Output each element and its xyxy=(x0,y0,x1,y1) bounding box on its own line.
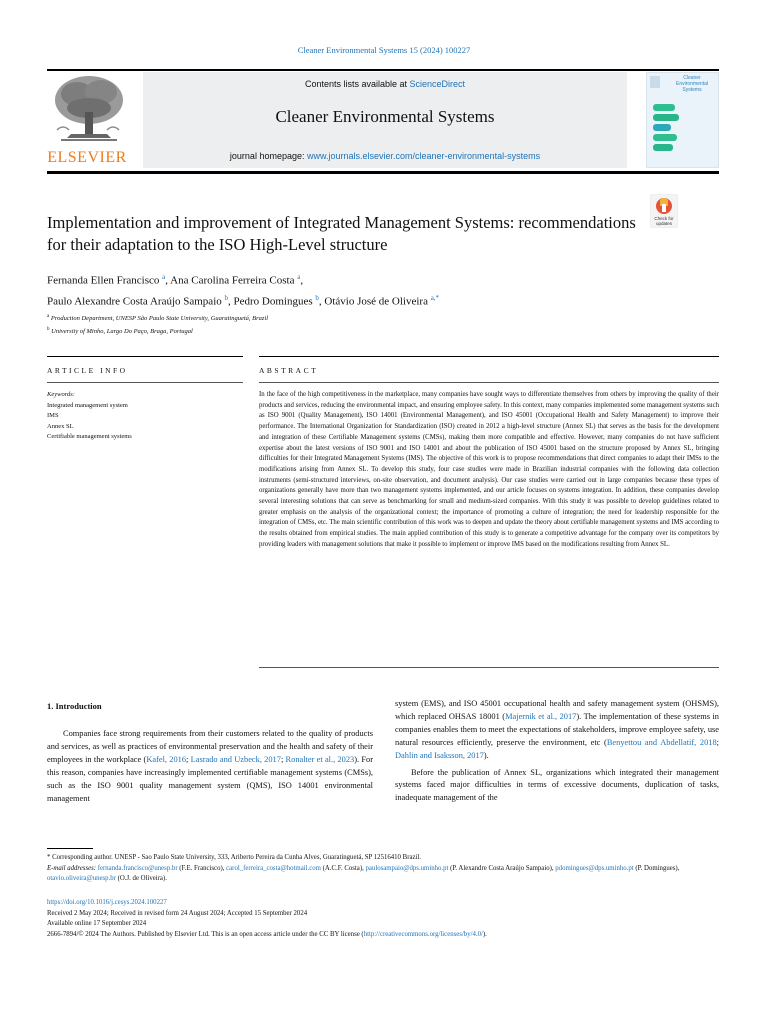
intro-text: ; xyxy=(716,737,719,747)
email-owner: (P. Alexandre Costa Araújo Sampaio), xyxy=(448,864,556,872)
affiliation-marker: a xyxy=(47,314,50,319)
svg-text:Check for: Check for xyxy=(654,216,674,221)
header-top-rule xyxy=(47,69,719,71)
elsevier-wordmark: ELSEVIER xyxy=(47,149,127,166)
intro-text: Companies face strong requirements from their customers related to the quality of products and services, as well as practices of environmental preservation and the health and safety of their employees in the workplace ( xyxy=(47,729,373,764)
header-bottom-rule xyxy=(47,171,719,174)
email-link[interactable]: pdomingues@dps.uminho.pt xyxy=(555,864,634,872)
corresponding-author-note: * Corresponding author. UNESP - Sao Paulo State University, 333, Ariberto Pereira da Cunha Alves, Guaratinguetá, SP 12516410 Brazil. xyxy=(47,854,421,861)
license-statement xyxy=(47,930,719,941)
email-link[interactable]: paulosampaio@dps.uminho.pt xyxy=(365,864,449,872)
abstract-end-rule xyxy=(259,667,719,668)
email-link[interactable]: fernanda.francisco@unesp.br xyxy=(97,864,178,872)
author-affiliation-marker[interactable]: a,* xyxy=(430,293,440,302)
citation-link[interactable]: Kafel, 2016 xyxy=(146,754,187,764)
intro-paragraph xyxy=(47,728,373,805)
intro-text: ). For this reason, companies have increasingly implemented certifiable management systems (CMSs), such as the ISO 9001 quality management system (QMS), ISO 14001 environmental management xyxy=(47,754,374,803)
author-name[interactable]: Paulo Alexandre Costa Araújo Sampaio xyxy=(47,295,222,308)
affiliation-item xyxy=(47,324,687,337)
author-affiliation-marker[interactable]: b xyxy=(224,293,228,302)
journal-citation-link[interactable]: Cleaner Environmental Systems 15 (2024) 100227 xyxy=(297,45,471,55)
contents-line xyxy=(143,79,627,89)
email-link[interactable]: carol_ferreira_costa@hotmail.com xyxy=(226,864,321,872)
abstract-text: In the face of the high competitiveness in the marketplace, many companies have sought ways to differentiate themselves from others by improving the quality of their products and services, reducing the environmental impact, and ensuring employee safety. In this context, many companies implemented some management systems such as ISO 9001 (Quality Management), ISO 14001 (Environmental Management), and ISO 45001 (Occupational Health and Safety Management) to improve their performance. The International Organization for Standardization (ISO) created in 2012 a high-level structure (Annex SL) that serves as the basis for the development and integration of these Certifiable Management systems (CMSs), making them more compatible and effective. However, many companies do not have sufficient expertise about the latest versions of ISO 9001 and ISO 14001 and about the publication of ISO 45001 based on the structure proposed by Annex SL, bringing difficulties for their Integrated Management Systems (IMS). The objective of this work is to propose recommendations that direct companies to adapt their IMSs to the modifications arising from Annex SL. To develop this study, four case studies were made in Brazilian industrial companies with the following data collection instruments (semi-structured interviews, on-site observation, and document analysis). Our case studies were carried out in large companies because these types of organizations generally have more than two management systems implemented, and our article focuses on systems integration. In addition, these companies develop several interesting solutions that can serve as benchmarking for small and medium-sized companies. With this study it was possible to develop guidelines related to greater emphasis on the analysis of the organizational context; the importance of promoting a culture of integration; the need for leadership responsible for the integration of CMSs, etc. The main scientific contribution of this work was to deepen and update the theory about certifiable management systems and IMS according to the results obtained from empirical studies. The main applied contribution of this study is to generate a competitive advantage for the company over its competitors by providing leaders with management solutions that make it possible to implement or improve IMS based on the modifications resulting from Annex SL. xyxy=(259,391,719,548)
email-owner: (O.J. de Oliveira). xyxy=(115,875,167,883)
keyword-item: Certifiable management systems xyxy=(47,433,132,440)
intro-text: ). The implementation of these systems in companies enables them to meet the expectations of stakeholders, improve employee safety, use natural resources efficiently, preserve the environment, etc ( xyxy=(395,711,719,747)
affiliations xyxy=(47,311,687,337)
keywords-label: Keywords: xyxy=(47,391,75,398)
cover-graphic-bar xyxy=(653,104,675,111)
author-name[interactable]: Fernanda Ellen Francisco xyxy=(47,274,160,287)
sciencedirect-link[interactable]: ScienceDirect xyxy=(409,79,466,89)
email-label: E-mail addresses: xyxy=(47,864,97,872)
abstract-top-rule xyxy=(259,356,719,357)
author-affiliation-marker[interactable]: a xyxy=(162,273,166,281)
keyword-item: IMS xyxy=(47,412,59,419)
footnote-rule xyxy=(47,848,93,849)
author-name[interactable]: Ana Carolina Ferreira Costa xyxy=(170,274,295,287)
author-list: Fernanda Ellen Francisco $^a$, Ana Carolina Ferreira Costa $^a$, Paulo Alexandre Costa Araújo Sampaio $^b$, Pedro Domingues $^b$, Otávio José de Oliveira $^{a,*}$ xyxy=(47,273,440,308)
author-name[interactable]: Otávio José de Oliveira xyxy=(324,295,428,308)
citation-link[interactable]: Lasrado and Uzbeck, 2017 xyxy=(190,754,281,764)
cover-graphic-bar xyxy=(653,144,673,151)
homepage-line xyxy=(143,151,627,161)
license-text: ). xyxy=(482,930,487,938)
article-info-top-rule xyxy=(47,356,243,357)
abstract-divider xyxy=(259,382,719,383)
article-title: Implementation and improvement of Integrated Management Systems: recommendations for their adaptation to the ISO High-Level structure xyxy=(47,213,636,254)
author-affiliation-marker[interactable]: a xyxy=(297,273,301,281)
affiliation-marker: b xyxy=(47,327,50,333)
email-addresses xyxy=(47,864,719,885)
cover-graphic-bar xyxy=(653,114,679,121)
publication-info xyxy=(47,898,719,940)
affiliation-item xyxy=(47,311,687,324)
introduction-heading: 1. Introduction xyxy=(47,701,102,711)
journal-name: Cleaner Environmental Systems xyxy=(275,107,495,126)
check-for-updates-icon[interactable] xyxy=(650,194,678,228)
homepage-prefix: journal homepage: xyxy=(229,151,307,161)
email-owner: (F.E. Francisco), xyxy=(177,864,227,872)
abstract-heading: ABSTRACT xyxy=(259,366,319,375)
cover-title: Cleaner Environmental Systems xyxy=(676,75,708,93)
intro-paragraph xyxy=(395,698,719,763)
keywords-block xyxy=(47,390,243,443)
intro-text: ). xyxy=(483,750,489,760)
doi-link[interactable]: https://doi.org/10.1016/j.cesys.2024.100227 xyxy=(47,899,167,906)
license-text: 2666-7894/© 2024 The Authors. Published by Elsevier Ltd. This is an open access article under the CC BY license ( xyxy=(47,930,364,938)
cover-logo-mark xyxy=(650,76,660,88)
citation-link[interactable]: Majernik et al., 2017 xyxy=(505,711,577,721)
affiliation-text: Production Department, UNESP São Paulo State University, Guaratinguetá, Brazil xyxy=(50,315,269,323)
received-dates: Received 2 May 2024; Received in revised form 24 August 2024; Accepted 15 September 2024 xyxy=(47,909,308,917)
citation-link[interactable]: Benyettou and Abdellatif, 2018 xyxy=(606,737,717,747)
license-link[interactable]: http://creativecommons.org/licenses/by/4.0/ xyxy=(363,930,483,938)
journal-homepage-link[interactable]: www.journals.elsevier.com/cleaner-environmental-systems xyxy=(306,151,541,161)
cover-graphic-bar xyxy=(653,134,677,141)
intro-text: system (EMS), and ISO 45001 occupational health and safety management system (OHSMS), which replaced OHSAS 18001 ( xyxy=(395,699,719,721)
affiliation-text: University of Minho, Largo Do Paço, Braga, Portugal xyxy=(51,328,193,336)
cover-graphic-bar xyxy=(653,124,671,131)
keyword-item: Annex SL xyxy=(47,422,74,430)
citation-link[interactable]: Dahlin and Isaksson, 2017 xyxy=(395,750,484,760)
email-owner: (P. Domingues), xyxy=(633,864,680,872)
journal-cover-image[interactable] xyxy=(646,72,719,168)
keyword-item: Integrated management system xyxy=(47,401,128,409)
intro-paragraph: Before the publication of Annex SL, organizations which integrated their management systems faced major difficulties in terms of excessive documents, duplication of tasks, inadequate management of the xyxy=(395,767,719,803)
citation-link[interactable]: Ronalter et al., 2023 xyxy=(285,754,355,764)
author-name[interactable]: Pedro Domingues xyxy=(233,295,313,308)
article-info-heading: ARTICLE INFO xyxy=(47,366,128,375)
author-affiliation-marker[interactable]: b xyxy=(315,293,319,302)
footnotes xyxy=(47,853,719,885)
contents-prefix: Contents lists available at xyxy=(304,79,410,89)
intro-right-column xyxy=(395,698,719,805)
intro-text: ; xyxy=(280,754,286,764)
intro-left-column xyxy=(47,728,373,805)
svg-text:updates: updates xyxy=(655,221,673,226)
email-owner: (A.C.F. Costa), xyxy=(320,864,366,872)
article-info-divider xyxy=(47,382,243,383)
intro-text: ; xyxy=(186,754,191,764)
email-link[interactable]: otavio.oliveira@unesp.br xyxy=(47,875,116,883)
available-online-date: Available online 17 September 2024 xyxy=(47,920,147,928)
